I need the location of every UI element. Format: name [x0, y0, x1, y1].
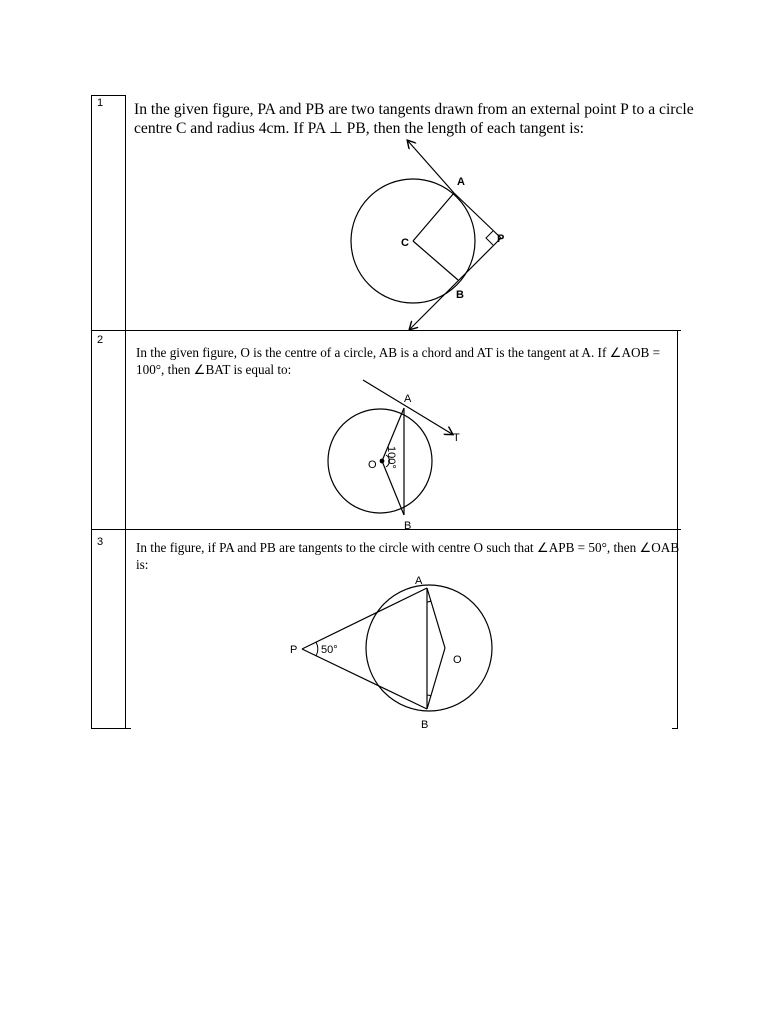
label-p: P — [497, 233, 505, 245]
label-b: B — [456, 289, 464, 301]
question-text: In the given figure, PA and PB are two tangents drawn from an external point P to a circle centre C and radius 4cm. If PA ⊥ PB, then the length of each tangent is: — [134, 101, 694, 138]
angle-arc-p — [316, 642, 318, 656]
tangent-line-pa — [302, 588, 427, 649]
table-left-border — [91, 95, 92, 729]
tangent-figure-3 — [285, 570, 525, 740]
question-text: In the figure, if PA and PB are tangents to the circle with centre O such that ∠APB = 50°, then ∠OAB is: — [136, 540, 680, 572]
label-p: P — [290, 644, 298, 656]
angle-label: 50° — [321, 644, 338, 656]
centre-dot — [380, 459, 385, 464]
right-angle-mark — [486, 231, 493, 245]
radius-oa — [427, 588, 445, 648]
label-a: A — [415, 575, 423, 587]
table-bottom-border-right — [672, 728, 678, 729]
radius-ob — [382, 461, 404, 515]
label-c: C — [401, 237, 409, 249]
tangent-line-pa-segment — [454, 193, 501, 238]
label-o: O — [368, 459, 377, 471]
tangent-line-pa — [408, 141, 454, 193]
table-column-divider — [125, 95, 126, 729]
label-a: A — [457, 176, 465, 188]
label-o: O — [453, 654, 462, 666]
question-number: 1 — [97, 97, 104, 109]
table-top-border — [91, 95, 126, 96]
angle-arc-b — [427, 695, 431, 696]
label-a: A — [404, 393, 412, 405]
label-t: T — [453, 432, 460, 444]
label-b: B — [404, 520, 412, 532]
question-number: 2 — [97, 334, 104, 346]
circle — [366, 585, 492, 711]
radius-ob — [427, 648, 445, 709]
label-b: B — [421, 719, 429, 731]
question-number: 3 — [97, 536, 104, 548]
tangent-line-at — [363, 380, 452, 434]
tangent-figure-1 — [300, 135, 540, 335]
radius-ca — [413, 193, 454, 241]
angle-label: 100° — [385, 446, 397, 469]
angle-arc-a — [427, 601, 431, 602]
table-bottom-border — [91, 728, 131, 729]
tangent-line-pb — [302, 649, 427, 709]
radius-cb — [413, 241, 458, 280]
question-text: In the given figure, O is the centre of a circle, AB is a chord and AT is the tangent at A. If ∠AOB = 100°, then ∠BAT is equal to: — [136, 345, 661, 377]
tangent-figure-2 — [320, 375, 480, 535]
tangent-line-pb — [410, 238, 501, 329]
